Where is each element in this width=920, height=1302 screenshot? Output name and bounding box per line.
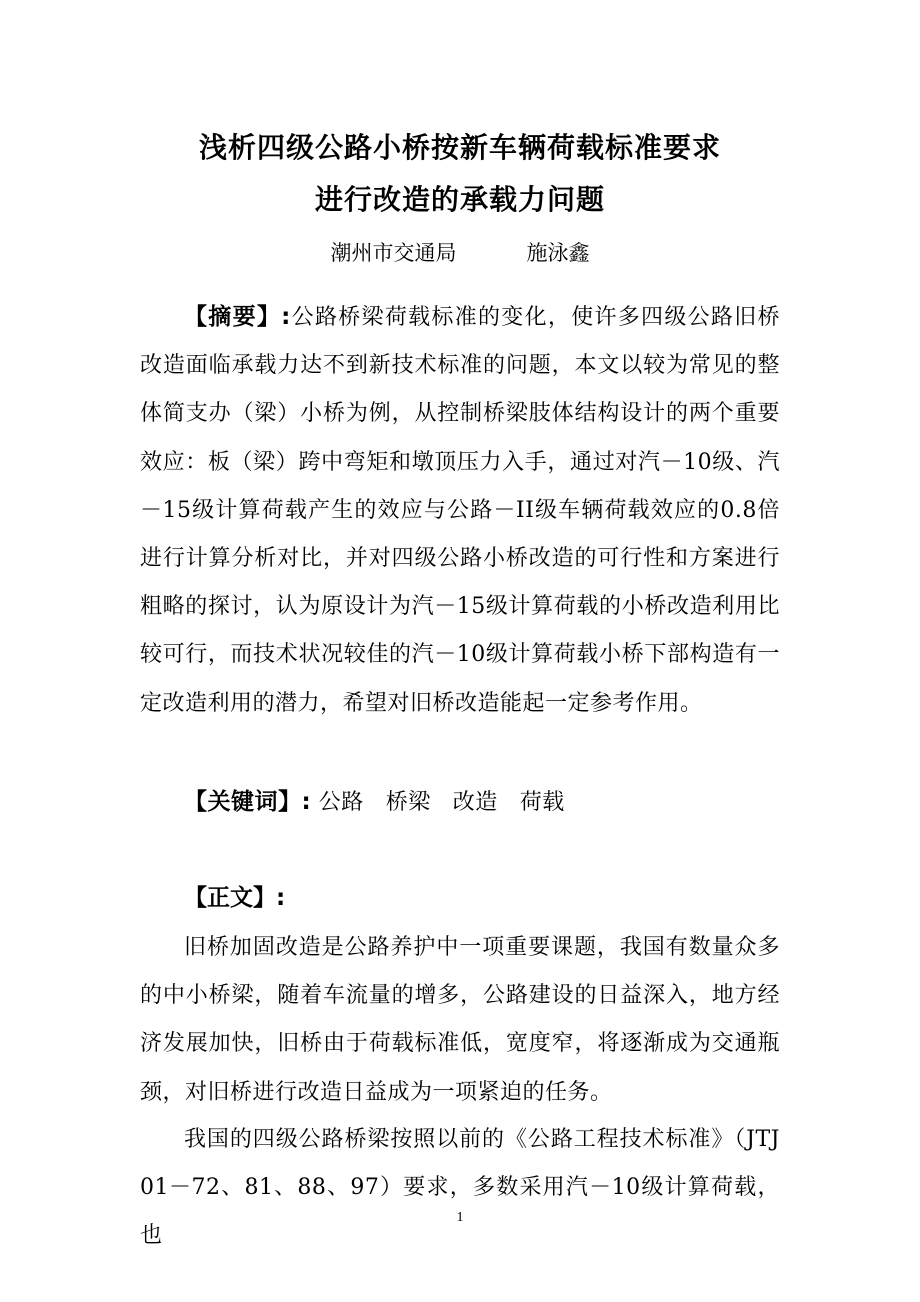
keyword-item: 荷载 <box>519 790 565 815</box>
keyword-item: 桥梁 <box>385 790 431 815</box>
author-name: 施泳鑫 <box>526 241 590 265</box>
author-line <box>0 238 920 268</box>
page-number: 1 <box>456 1210 464 1225</box>
body-paragraph-1: 旧桥加固改造是公路养护中一项重要课题，我国有数量众多的中小桥梁，随着车流量的增多，公路建设的日益深入，地方经济发展加快，旧桥由于荷载标准低，宽度窄，将逐渐成为交通瓶颈，对旧桥进行改造日益成为一项紧迫的任务。 <box>140 935 780 1105</box>
abstract-label: 【摘要】: <box>184 304 291 330</box>
author-affiliation: 潮州市交通局 <box>330 241 457 265</box>
abstract-paragraph <box>140 293 780 728</box>
keywords-paragraph <box>140 778 780 827</box>
title-line-1: 浅析四级公路小桥按新车辆荷载标准要求 <box>198 131 721 164</box>
abstract-text: 公路桥梁荷载标准的变化，使许多四级公路旧桥改造面临承载力达不到新技术标准的问题，本文以较为常见的整体简支办（梁）小桥为例，从控制桥梁肢体结构设计的两个重要效应：板（梁）跨中弯矩和墩顶压力入手，通过对汽－10级、汽－15级计算荷载产生的效应与公路－II级车辆荷载效应的0.8倍进行计算分析对比，并对四级公路小桥改造的可行性和方案进行粗略的探讨，认为原设计为汽－15级计算荷载的小桥改造利用比较可行，而技术状况较佳的汽－10级计算荷载小桥下部构造有一定改造利用的潜力，希望对旧桥改造能起一定参考作用。 <box>140 305 780 716</box>
keyword-item: 改造 <box>452 790 498 815</box>
body-paragraph-2: 我国的四级公路桥梁按照以前的《公路工程技术标准》（JTJ 01－72、81、88、97）要求，多数采用汽－10级计算荷载，也 <box>140 1127 780 1249</box>
keywords-label: 【关键词】: <box>184 789 312 815</box>
keyword-item: 公路 <box>318 790 364 815</box>
body-section-label: 【正文】: <box>184 885 286 911</box>
title-line-2: 进行改造的承载力问题 <box>314 183 605 216</box>
